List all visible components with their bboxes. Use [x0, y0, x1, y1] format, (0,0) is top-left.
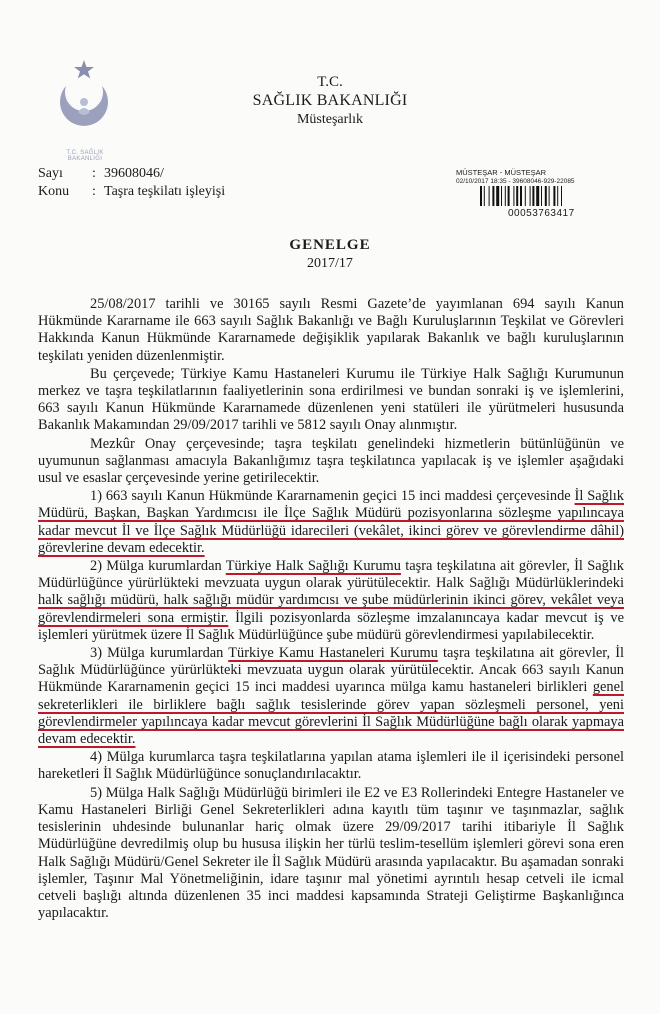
registry-stamp [456, 168, 626, 185]
item-2-end: İlgili pozisyonlarda sözleşme imzalanıncaya kadar mevcut iş ve işlemleri yürütmek üzere İl Sağlık Müdürlüğünce şube müdürü görevlendirmesi yapılabilecektir. [38, 609, 624, 643]
document-number: 2017/17 [307, 256, 353, 271]
header-tc: T.C. [317, 74, 343, 90]
paragraph-2: Bu çerçevede; Türkiye Kamu Hastaneleri Kurumu ile Türkiye Halk Sağlığı Kurumunun merkez ve taşra teşkilatlarının faaliyetlerinin sona erdirilmesi ve bundan sonraki iş ve işlemlerini, 663 sayılı Kanun Hükmünde Kararnamede düzenlenen yeni statüleri ile yürütmeleri hususunda Bakanlık Makamından 29/09/2017 tarihli ve 5812 sayılı Onay alınmıştır. [38, 365, 624, 434]
header-ministry: SAĞLIK BAKANLIĞI [252, 92, 408, 109]
konu-row [38, 184, 225, 200]
item-3-intro: 3) Mülga kurumlardan [90, 645, 229, 662]
item-3-underlined-staff: genel sekreterlikleri ile birliklere bağlı sağlık tesislerinde görev yapan sözleşmeli personel, yeni görevlendirmeler yapılıncaya kadar mevcut görevlerini İl Sağlık Müdürlüğüne bağlı olarak yapmaya devam edecektir. [38, 679, 624, 748]
stamp-line-1: MÜSTEŞAR - MÜSTEŞAR [456, 168, 547, 177]
item-2-underlined-positions: halk sağlığı müdürü, halk sağlığı müdür yardımcısı ve şube müdürlerinin ikinci görev, vekâlet veya görevlendirmeleri sona ermiştir. [38, 592, 624, 626]
paragraph-item-3 [38, 645, 624, 748]
paragraph-item-2 [38, 558, 624, 644]
paragraph-1: 25/08/2017 tarihli ve 30165 sayılı Resmi Gazete’de yayımlanan 694 sayılı Kanun Hükmünde Kararname ile 663 sayılı Sağlık Bakanlığı ve Bağlı Kuruluşlarının Teşkilat ve Görevleri Hakkında Kanun Hükmünde Kararnamede değişiklik yapılarak Bakanlık ve bağlı kuruluşlarının teşkilatı yeniden düzenlenmiştir. [38, 296, 624, 364]
item-1-intro: 1) 663 sayılı Kanun Hükmünde Kararnamenin geçici 15 inci maddesi çerçevesinde [90, 488, 575, 505]
item-1-underlined: İl Sağlık Müdürü, Başkan, Başkan Yardımcısı ile İlçe Sağlık Müdürü pozisyonlarına sözleşme yapılıncaya kadar mevcut İl ve İlçe Sağlık Müdürlüğü idarecileri (vekâlet, ikinci görev ve görevlendirme dâhil) görevlerine devam edecektir. [38, 488, 624, 556]
konu-value: Taşra teşkilatı işleyişi [104, 184, 226, 199]
logo-caption: T.C. SAĞLIK BAKANLIĞI [66, 150, 104, 162]
document-body [38, 296, 624, 922]
paragraph-item-4: 4) Mülga kurumlarca taşra teşkilatlarına yapılan atama işlemleri ile il içerisindeki personel hareketleri İl Sağlık Müdürlüğünce sonuçlandırılacaktır. [38, 749, 624, 783]
stamp-line-2: 02/10/2017 18:35 - 39608046-929-22085 [456, 178, 575, 185]
barcode-number: 00053763417 [508, 208, 575, 219]
document-title: GENELGE [289, 237, 371, 253]
konu-colon: : [92, 184, 96, 199]
sayi-row [38, 166, 164, 182]
sayi-label: Sayı [38, 166, 63, 181]
paragraph-item-1 [38, 488, 624, 557]
header-undersecretariat: Müsteşarlık [296, 112, 364, 127]
item-3-mid: taşra teşkilatına ait görevler, İl Sağlık Müdürlüğünce yürürlükteki mevzuata uygun olarak yürütülecektir. Ancak 663 sayılı Kanun Hükmünde Kararnamenin geçici 15 inci maddesi uyarınca mülga kamu hastaneleri birlikleri [38, 645, 624, 696]
item-2-underlined-institution: Türkiye Halk Sağlığı Kurumu [225, 558, 401, 575]
item-3-underlined-institution: Türkiye Kamu Hastaneleri Kurumu [228, 645, 438, 662]
paragraph-3: Mezkûr Onay çerçevesinde; taşra teşkilatı genelindeki hizmetlerin bütünlüğünün ve uyumunun sağlanması amacıyla Bakanlığımız taşra teşkilatınca yapılacak iş ve işlemler aşağıdaki usul ve esaslar çerçevesinde yerine getirilecektir. [38, 435, 624, 487]
barcode-icon [480, 186, 600, 206]
item-2-mid: taşra teşkilatına ait görevler, İl Sağlık Müdürlüğünce yürürlükteki mevzuata uygun olarak yürütülecektir. Halk Sağlığı Müdürlüklerindeki [38, 558, 624, 592]
sayi-colon: : [92, 166, 96, 181]
konu-label: Konu [38, 184, 70, 199]
item-2-intro: 2) Mülga kurumlardan [90, 558, 226, 575]
paragraph-item-5: 5) Mülga Halk Sağlığı Müdürlüğü birimleri ile E2 ve E3 Rollerindeki Entegre Hastaneler ve Kamu Hastaneleri Birliği Genel Sekreterlikleri adına kayıtlı tüm taşınır ve taşınmazlar, sağlık tesislerinin uhdesinde bulunanlar hariç olmak üzere 29/09/2017 tarihi itibariyle İl Sağlık Müdürlüğüne devredilmiş olup bu hususa ilişkin her türlü teslim-tesellüm işlemleri görevi sona eren Halk Sağlığı Müdürü/Genel Sekreter ile İl Sağlık Müdürü arasında yapılacaktır. Bu aşamadan sonraki işlemler, Taşınır Mal Yönetmeliğinin, idare taşınır mal yönetimi ayrıntılı hesap cetveli ile icmal cetveli başlığı altında düzenlenen 35 inci maddesi kapsamında Strateji Geliştirme Başkanlığınca yapılacaktır. [38, 784, 624, 922]
sayi-value: 39608046/ [104, 166, 164, 181]
